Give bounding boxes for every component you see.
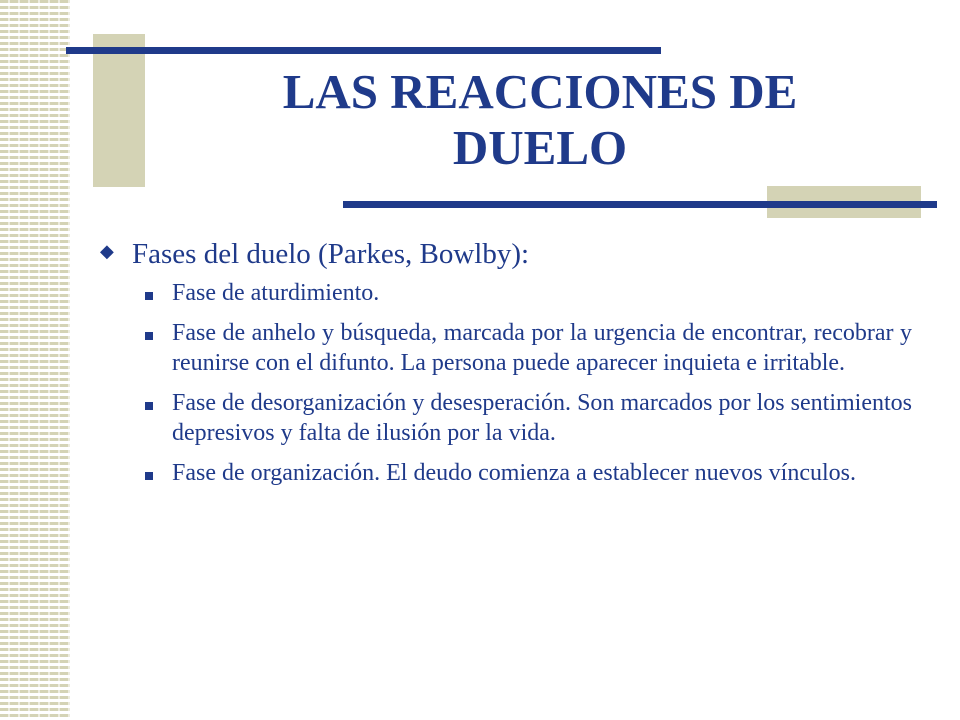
heading-bullet-row: [100, 236, 912, 272]
square-bullet-icon: [145, 332, 153, 340]
title-line-1: LAS REACCIONES DE: [282, 64, 798, 119]
slide-body: [100, 236, 912, 498]
list-item-text: Fase de anhelo y búsqueda, marcada por la urgencia de encontrar, recobrar y reunirse con el difunto. La persona puede aparecer inquieta e irritable.: [172, 320, 912, 376]
accent-block-left: [93, 34, 145, 187]
decorative-stripe-panel: [0, 0, 70, 720]
square-bullet-icon: [145, 402, 153, 410]
list-item: [145, 458, 912, 488]
list-item-text: Fase de aturdimiento.: [172, 280, 380, 306]
title-line-2: DUELO: [452, 120, 628, 175]
title-rule-top: [66, 47, 661, 54]
list-item: [145, 318, 912, 378]
list-item: [145, 278, 912, 308]
slide-title: [145, 64, 935, 176]
section-heading: Fases del duelo (Parkes, Bowlby):: [132, 238, 530, 270]
list-item-text: Fase de organización. El deudo comienza a establecer nuevos vínculos.: [172, 460, 856, 486]
list-item: [145, 388, 912, 448]
diamond-icon: ◆: [100, 241, 114, 261]
title-rule-bottom: [343, 201, 937, 208]
square-bullet-icon: [145, 292, 153, 300]
list-item-text: Fase de desorganización y desesperación. Son marcados por los sentimientos depresivos y falta de ilusión por la vida.: [172, 390, 912, 446]
square-bullet-icon: [145, 472, 153, 480]
